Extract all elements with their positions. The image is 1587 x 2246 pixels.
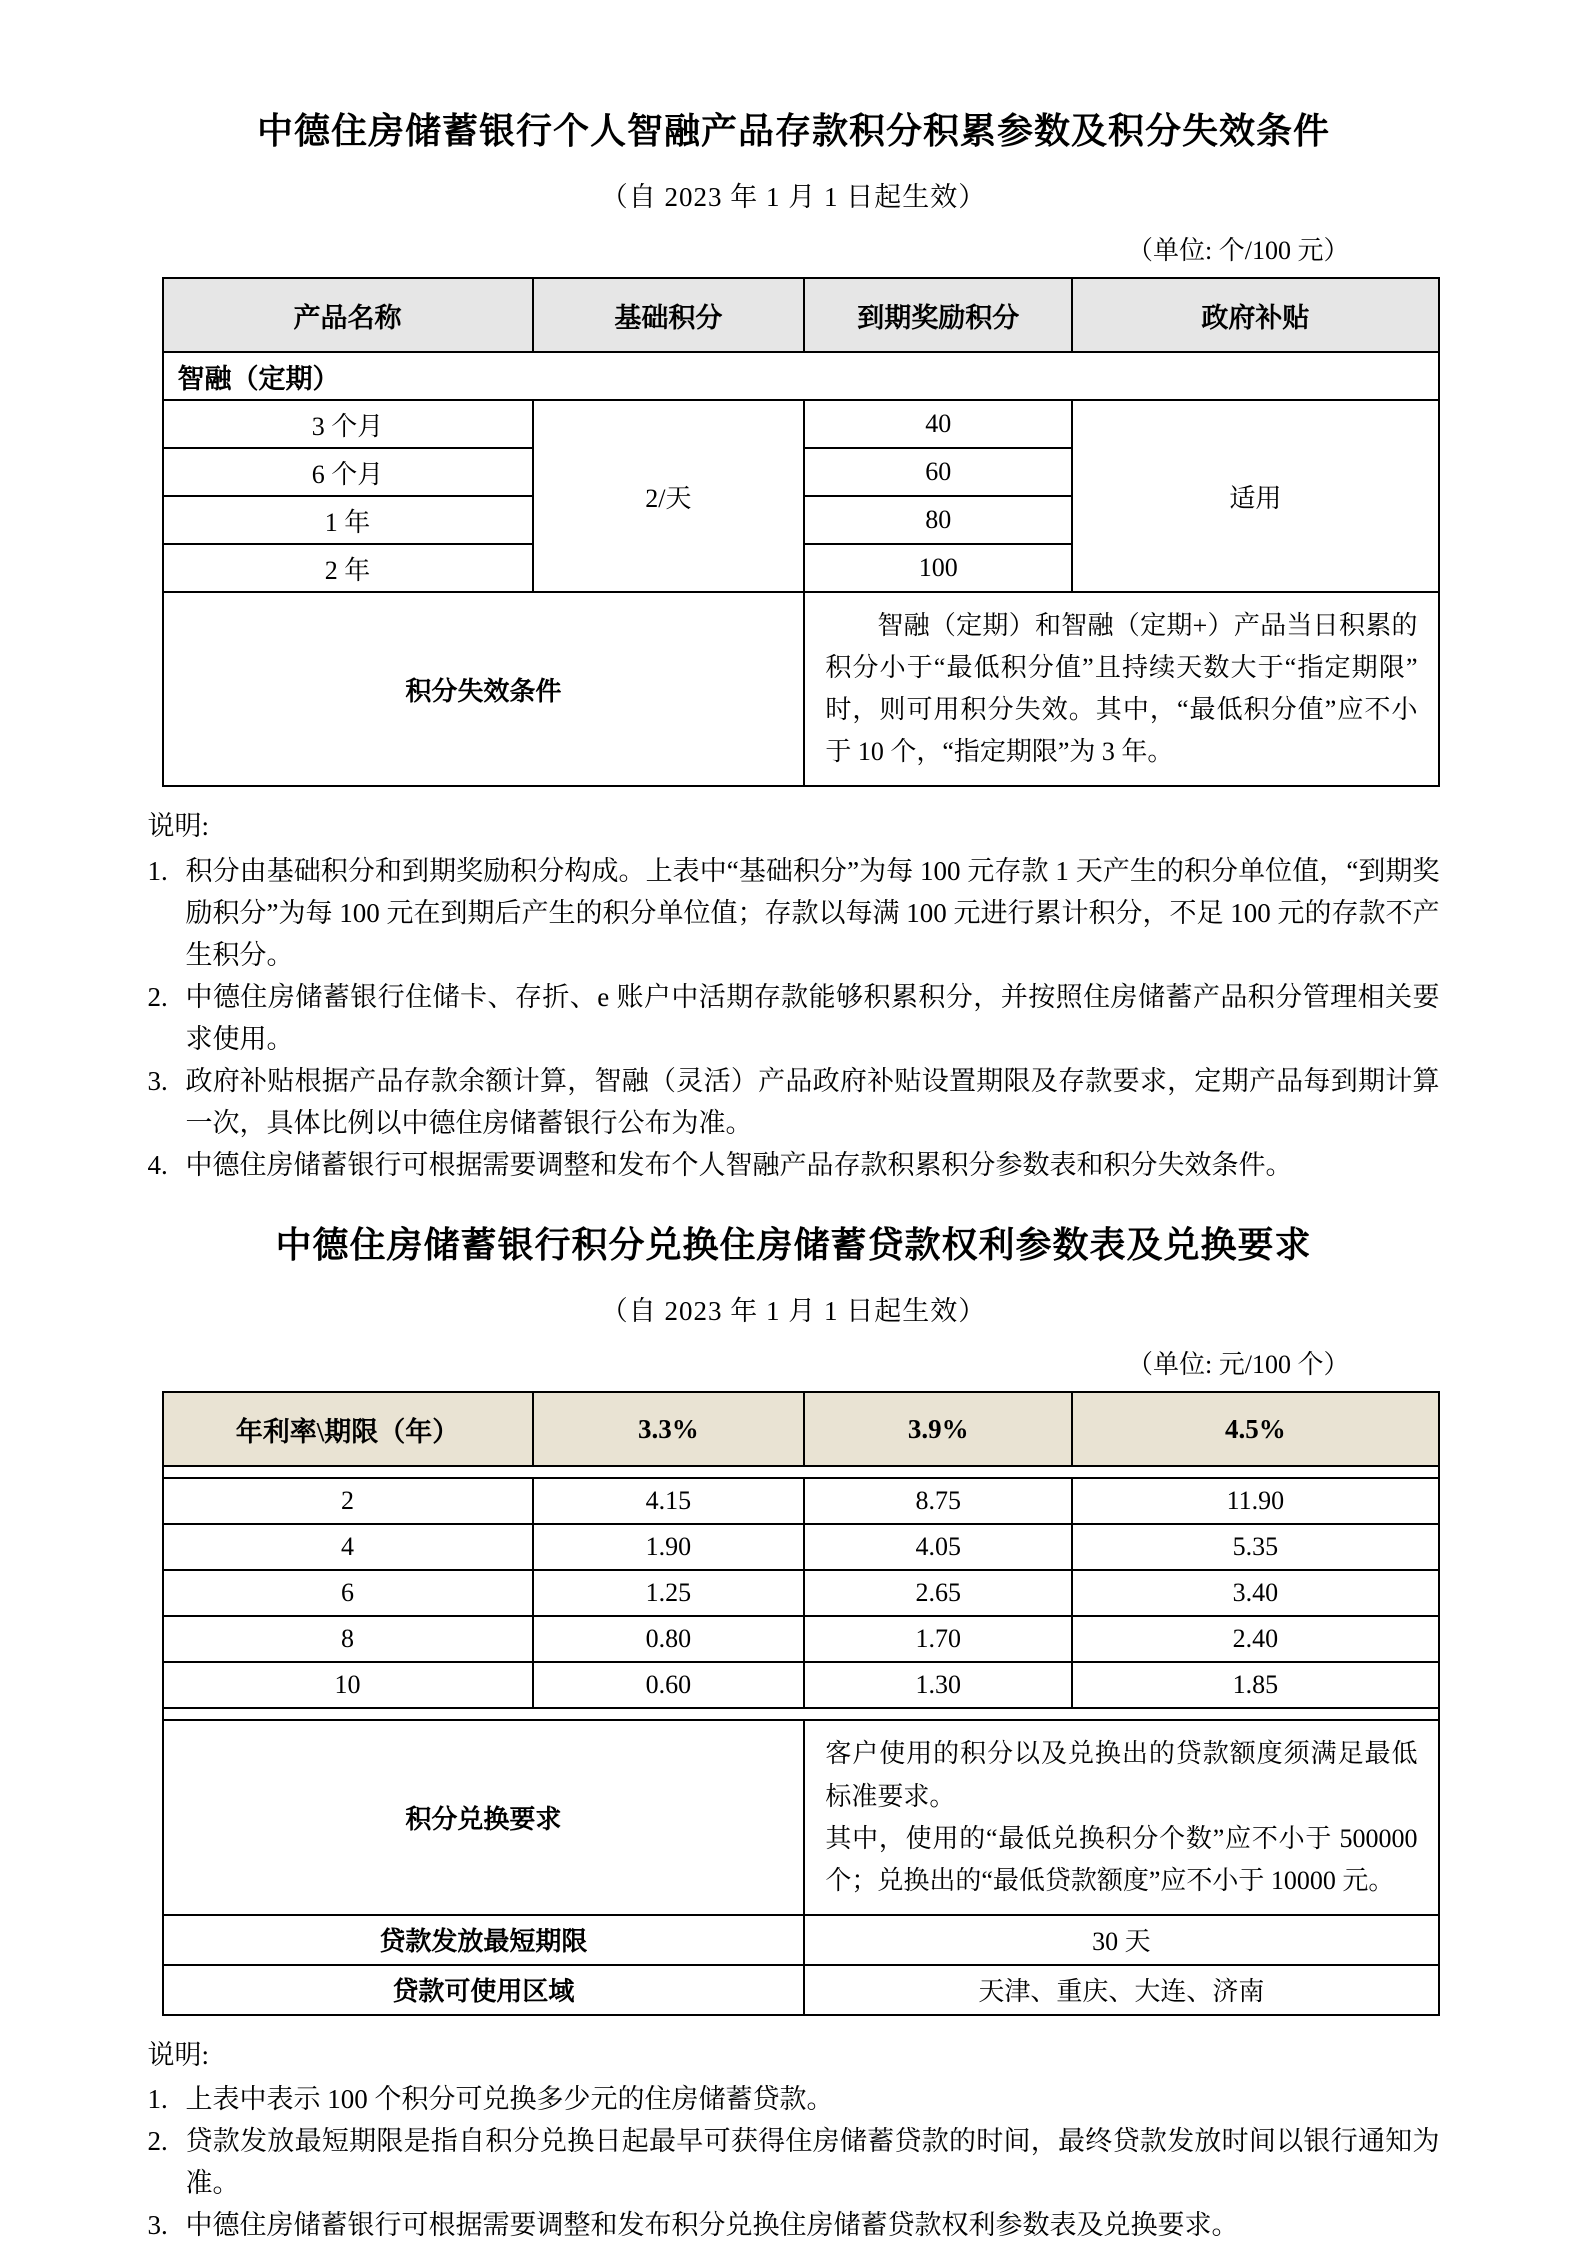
product-group-row — [163, 352, 1439, 400]
term-cell: 6 个月 — [163, 448, 533, 496]
section2-unit-note: （单位: 元/100 个） — [1127, 1350, 1350, 1380]
table-row — [163, 1662, 1439, 1708]
col-header-maturity-bonus: 到期奖励积分 — [804, 278, 1072, 352]
section1-title: 中德住房储蓄银行个人智融产品存款积分积累参数及积分失效条件 — [256, 110, 1330, 151]
points-redeem-table — [162, 1391, 1440, 2015]
col-header-gov-subsidy: 政府补贴 — [1072, 278, 1438, 352]
note-item — [148, 850, 1442, 976]
note-number: 2. — [147, 2126, 168, 2157]
term-years-cell: 2 — [163, 1478, 533, 1524]
term-cell: 3 个月 — [163, 400, 533, 448]
value-cell: 1.90 — [533, 1524, 805, 1570]
notes-label: 说明: — [147, 811, 210, 842]
value-cell: 0.80 — [533, 1616, 805, 1662]
requirement-paragraph-2: 其中，使用的“最低兑换积分个数”应不小于 500000 个；兑换出的“最低贷款额度”应不小于 10000 元。 — [825, 1823, 1418, 1895]
col-header-rate-term: 年利率\期限（年） — [163, 1392, 533, 1466]
note-number: 3. — [147, 2210, 168, 2241]
note-item — [148, 1144, 1442, 1186]
separator-row — [163, 1708, 1439, 1720]
expiry-condition-paragraph: 智融（定期）和智融（定期+）产品当日积累的积分小于“最低积分值”且持续天数大于“指定期限”时，则可用积分失效。其中，“最低积分值”应不小于 10 个，“指定期限”为 3 年。 — [825, 611, 1418, 767]
base-points-cell: 2/天 — [533, 400, 805, 592]
note-text: 中德住房储蓄银行住储卡、存折、e 账户中活期存款能够积累积分，并按照住房储蓄产品积分管理相关要求使用。 — [185, 981, 1440, 1054]
value-cell: 0.60 — [533, 1662, 805, 1708]
value-cell: 3.40 — [1072, 1570, 1438, 1616]
points-accrual-table — [162, 277, 1440, 787]
loan-region-row — [163, 1965, 1439, 2015]
section2-effective-date: （自 2023 年 1 月 1 日起生效） — [600, 1296, 987, 1327]
loan-region-value: 天津、重庆、大连、济南 — [804, 1965, 1438, 2015]
col-header-rate-4-5: 4.5% — [1072, 1392, 1438, 1466]
term-cell: 2 年 — [163, 544, 533, 592]
col-header-rate-3-3: 3.3% — [533, 1392, 805, 1466]
table-row — [163, 400, 1439, 448]
loan-min-term-label: 贷款发放最短期限 — [163, 1915, 805, 1965]
notes-label: 说明: — [147, 2039, 210, 2070]
term-years-cell: 8 — [163, 1616, 533, 1662]
table-header-row — [163, 278, 1439, 352]
note-text: 中德住房储蓄银行可根据需要调整和发布个人智融产品存款积累积分参数表和积分失效条件。 — [185, 1150, 1293, 1181]
note-number: 1. — [147, 2083, 168, 2114]
bonus-cell: 40 — [804, 400, 1072, 448]
note-number: 3. — [147, 1066, 168, 1097]
note-text: 上表中表示 100 个积分可兑换多少元的住房储蓄贷款。 — [185, 2083, 834, 2114]
loan-min-term-row — [163, 1915, 1439, 1965]
term-years-cell: 6 — [163, 1570, 533, 1616]
col-header-product-name: 产品名称 — [163, 278, 533, 352]
bonus-cell: 60 — [804, 448, 1072, 496]
note-item — [148, 1060, 1442, 1144]
section1-unit-note: （单位: 个/100 元） — [1127, 236, 1350, 265]
subsidy-cell: 适用 — [1072, 400, 1438, 592]
requirement-paragraph-1: 客户使用的积分以及兑换出的贷款额度须满足最低标准要求。 — [825, 1739, 1418, 1811]
value-cell: 4.15 — [533, 1478, 805, 1524]
expiry-condition-text — [804, 592, 1438, 786]
col-header-rate-3-9: 3.9% — [804, 1392, 1072, 1466]
document-page — [146, 0, 1442, 2246]
loan-region-label: 贷款可使用区域 — [163, 1965, 805, 2015]
value-cell: 1.85 — [1072, 1662, 1438, 1708]
term-cell: 1 年 — [163, 496, 533, 544]
term-years-cell: 4 — [163, 1524, 533, 1570]
table-row — [163, 1524, 1439, 1570]
section2-notes — [146, 2034, 1442, 2246]
redeem-requirement-text — [804, 1720, 1438, 1914]
value-cell: 11.90 — [1072, 1478, 1438, 1524]
term-years-cell: 10 — [163, 1662, 533, 1708]
note-item — [148, 976, 1442, 1060]
section1-effective-date: （自 2023 年 1 月 1 日起生效） — [600, 182, 987, 212]
note-number: 4. — [147, 1150, 168, 1181]
note-number: 2. — [147, 981, 168, 1012]
redeem-requirement-row — [163, 1720, 1439, 1914]
note-item — [148, 2120, 1442, 2204]
note-text: 中德住房储蓄银行可根据需要调整和发布积分兑换住房储蓄贷款权利参数表及兑换要求。 — [185, 2210, 1239, 2241]
col-header-base-points: 基础积分 — [533, 278, 805, 352]
value-cell: 5.35 — [1072, 1524, 1438, 1570]
table-header-row — [163, 1392, 1439, 1466]
value-cell: 8.75 — [804, 1478, 1072, 1524]
note-text: 政府补贴根据产品存款余额计算，智融（灵活）产品政府补贴设置期限及存款要求，定期产品每到期计算一次，具体比例以中德住房储蓄银行公布为准。 — [185, 1066, 1440, 1139]
redeem-requirement-label: 积分兑换要求 — [163, 1720, 805, 1914]
note-text: 积分由基础积分和到期奖励积分构成。上表中“基础积分”为每 100 元存款 1 天产生的积分单位值，“到期奖励积分”为每 100 元在到期后产生的积分单位值；存款以每满 100 元进行累计积分，不足 100 元的存款不产生积分。 — [185, 855, 1440, 970]
value-cell: 4.05 — [804, 1524, 1072, 1570]
note-item — [148, 2078, 1442, 2120]
value-cell: 2.40 — [1072, 1616, 1438, 1662]
bonus-cell: 100 — [804, 544, 1072, 592]
separator-row — [163, 1466, 1439, 1478]
note-item — [148, 2204, 1442, 2246]
table-row — [163, 1616, 1439, 1662]
value-cell: 1.70 — [804, 1616, 1072, 1662]
bonus-cell: 80 — [804, 496, 1072, 544]
value-cell: 1.30 — [804, 1662, 1072, 1708]
note-text: 贷款发放最短期限是指自积分兑换日起最早可获得住房储蓄贷款的时间，最终贷款发放时间以银行通知为准。 — [185, 2126, 1440, 2199]
expiry-condition-label: 积分失效条件 — [163, 592, 805, 786]
table-row — [163, 1570, 1439, 1616]
value-cell: 2.65 — [804, 1570, 1072, 1616]
section1-notes — [146, 805, 1442, 1186]
expiry-condition-row — [163, 592, 1439, 786]
loan-min-term-value: 30 天 — [804, 1915, 1438, 1965]
product-group-label: 智融（定期） — [163, 352, 1439, 400]
note-number: 1. — [147, 855, 168, 886]
table-row — [163, 1478, 1439, 1524]
section2-title: 中德住房储蓄银行积分兑换住房储蓄贷款权利参数表及兑换要求 — [275, 1224, 1312, 1266]
value-cell: 1.25 — [533, 1570, 805, 1616]
